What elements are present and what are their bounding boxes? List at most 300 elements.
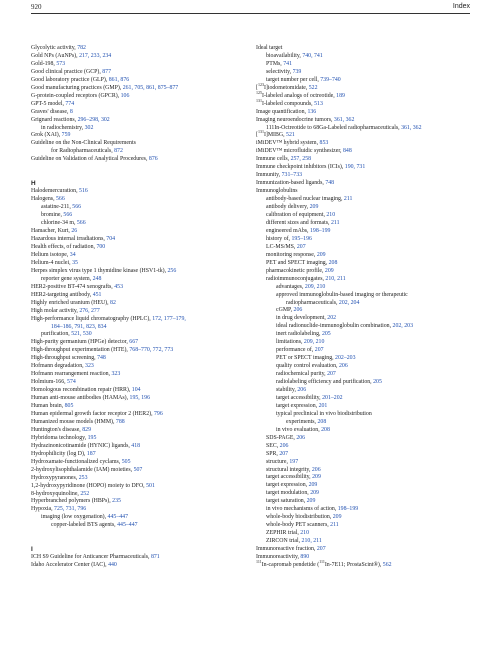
index-entry <box>256 363 481 371</box>
entry-term: Good clinical practice (GCP), <box>31 68 103 75</box>
entry-term: Good laboratory practice (GLP), <box>31 76 109 83</box>
page-reference-link[interactable]: 207 <box>279 450 289 457</box>
page-reference-link[interactable]: 207 <box>316 546 326 553</box>
entry-term: High-throughput screening, <box>31 355 98 362</box>
page-reference-link[interactable]: 748 <box>325 180 335 187</box>
entry-term: antibody delivery, <box>266 204 310 211</box>
page-reference-link[interactable]: 82 <box>110 299 116 306</box>
page-reference-link[interactable]: 198–199 <box>309 227 331 234</box>
entry-term: Human anti-mouse antibodies (HAMAs), <box>31 395 130 402</box>
entry-term: Grignard reactions, <box>31 116 78 123</box>
page-reference-link[interactable]: 210, 211 <box>301 538 322 545</box>
page-reference-link[interactable]: 195, 196 <box>129 395 150 402</box>
entry-term: HER2-positive BT-474 xenografts, <box>31 283 115 290</box>
header-rule <box>31 13 470 14</box>
entry-term: 8-hydroxyquinoline, <box>31 490 81 497</box>
entry-term: target expression, <box>266 482 309 489</box>
entry-term: Homologous recombination repair (HRR), <box>31 387 132 394</box>
entry-term: for Radiopharmaceuticals, <box>51 148 115 155</box>
index-entry <box>256 284 481 292</box>
page-reference-link[interactable]: 323 <box>85 363 94 370</box>
page-reference-link[interactable]: 206 <box>279 442 289 449</box>
page-reference-link[interactable]: 209 <box>306 498 316 505</box>
entry-term: Immunoreactive fraction, <box>256 546 317 553</box>
index-section-letter: I <box>31 546 33 554</box>
entry-term: calibration of equipment, <box>266 212 327 219</box>
entry-term: chlorine-34 m, <box>41 220 77 227</box>
entry-term: stability, <box>276 386 298 393</box>
entry-term: G-protein-coupled receptors (GPCR), <box>31 92 121 99</box>
page-reference-link[interactable]: 253 <box>78 474 88 481</box>
page-reference-link[interactable]: 184–186, 791, 823, 834 <box>51 323 107 330</box>
index-entry <box>256 45 481 53</box>
index-entry <box>31 522 256 530</box>
page-reference-link[interactable]: 187 <box>86 450 96 457</box>
page-reference-link[interactable]: 207 <box>296 243 306 250</box>
entry-term: iMiDEV™ microfluidic synthesizer, <box>256 148 343 155</box>
page-reference-link[interactable]: 210 <box>300 530 310 537</box>
entry-term: GPT-5 model, <box>31 100 66 107</box>
page-reference-link[interactable]: 8 <box>69 108 73 115</box>
index-entry <box>31 236 256 244</box>
page-reference-link[interactable]: 190, 731 <box>344 164 366 171</box>
index-entry <box>256 482 481 490</box>
index-entry <box>256 530 481 538</box>
page-reference-link[interactable]: 782 <box>77 45 86 51</box>
entry-term: [ <box>256 84 258 91</box>
page-reference-link[interactable]: 521 <box>286 132 295 139</box>
entry-term: SEC, <box>266 442 280 449</box>
entry-term: radiopharmaceuticals, <box>286 299 339 306</box>
page-reference-link[interactable]: 440 <box>108 562 117 569</box>
index-entry <box>31 403 256 411</box>
page-reference-link[interactable]: 248 <box>92 275 102 282</box>
entry-term: HER2-targeting antibody, <box>31 291 93 298</box>
entry-term: target accessibility, <box>266 474 313 481</box>
page-reference-link[interactable]: 522 <box>308 84 318 91</box>
page-reference-link[interactable]: 739 <box>292 68 302 75</box>
page-reference-link[interactable]: 209 <box>308 482 318 489</box>
page-reference-link[interactable]: 323 <box>111 371 121 378</box>
index-entry <box>256 81 481 93</box>
entry-term: whole-body biodistribution, <box>266 514 333 521</box>
index-entry <box>256 395 481 403</box>
index-entry <box>31 260 256 268</box>
page-reference-link[interactable]: 206 <box>297 386 307 393</box>
page-reference-link[interactable]: 208 <box>317 418 327 425</box>
page-reference-link[interactable]: 209, 210 <box>303 339 325 346</box>
page-reference-link[interactable]: 205 <box>373 379 382 386</box>
entry-term: I]iodometomidate, <box>263 84 309 91</box>
entry-term: advantages, <box>276 283 305 290</box>
page-reference-link[interactable]: 261, 705, 861, 875–877 <box>122 84 179 91</box>
page-reference-link[interactable]: 361, 362 <box>401 124 422 131</box>
isotope-superscript: 125 <box>256 89 262 95</box>
entry-term: radiochemical purity, <box>276 371 328 378</box>
page-reference-link[interactable]: 505 <box>121 458 131 465</box>
entry-term: Holmium-166, <box>31 379 68 386</box>
index-entry <box>256 89 481 101</box>
page-reference-link[interactable]: 172, 177–179, <box>152 315 186 322</box>
page-reference-link[interactable]: 876 <box>148 156 158 163</box>
isotope-superscript: 111 <box>256 559 262 565</box>
index-entry <box>256 97 481 109</box>
page-reference-link[interactable]: 217, 233, 234 <box>79 52 112 59</box>
page-reference-link[interactable]: 202 <box>327 315 337 322</box>
page-reference-link[interactable]: 211 <box>330 219 340 226</box>
entry-term: target number per cell, <box>266 76 321 83</box>
page-reference-link[interactable]: 829 <box>82 426 91 433</box>
index-entry <box>31 276 256 284</box>
index-entry <box>31 212 256 220</box>
index-entry <box>256 559 481 570</box>
entry-term: 1,2-hydroxypyridinone (HOPO) moiety to DFO, <box>31 482 147 489</box>
page-reference-link[interactable]: 252 <box>80 490 90 497</box>
entry-term: Herpes simplex virus type 1 thymidine kinase (HSV1-tk), <box>31 267 168 274</box>
page-reference-link[interactable]: 774 <box>65 100 75 107</box>
page-reference-link[interactable]: 34 <box>69 251 76 258</box>
index-entry <box>256 220 481 228</box>
entry-term: Immunity, <box>256 172 282 179</box>
page-reference-link[interactable]: 566 <box>56 196 65 203</box>
entry-term: I]MIBG, <box>263 132 287 139</box>
page-reference-link[interactable]: 501 <box>146 482 155 489</box>
page-reference-link[interactable]: 302 <box>84 124 94 131</box>
index-entry <box>31 347 256 355</box>
entry-term: Imaging neuroendocrine tumors, <box>256 116 334 123</box>
page-reference-link[interactable]: 209 <box>332 514 342 521</box>
entry-term: Immunoreactivity, <box>256 554 301 560</box>
entry-term: Hypoxia, <box>31 506 55 513</box>
page-reference-link[interactable]: 700 <box>96 243 106 250</box>
page-reference-link[interactable]: 748 <box>97 355 106 362</box>
index-entry <box>256 196 481 204</box>
index-entry <box>31 85 256 93</box>
entry-term: Halogens, <box>31 196 56 203</box>
index-entry <box>256 522 481 530</box>
entry-term: Hydroxamate-functionalized cyclams, <box>31 458 122 465</box>
page-reference-link[interactable]: 202, 204 <box>338 299 360 306</box>
entry-term: [ <box>256 132 258 139</box>
page-reference-link[interactable]: 207 <box>314 347 324 354</box>
index-column-right <box>256 45 481 570</box>
index-entry <box>256 244 481 252</box>
entry-term: Helium isotope, <box>31 251 70 258</box>
page-reference-link[interactable]: 573 <box>56 60 66 67</box>
entry-term: Human epidermal growth factor receptor 2 (HER2), <box>31 410 154 417</box>
page-reference-link[interactable]: 209 <box>324 267 334 274</box>
entry-term: Immunization-based ligands, <box>256 180 326 187</box>
index-entry <box>31 45 256 53</box>
page-reference-link[interactable]: 201 <box>318 402 328 409</box>
page-reference-link[interactable]: 418 <box>131 442 141 449</box>
index-entry <box>256 443 481 451</box>
index-entry <box>31 451 256 459</box>
entry-term: Grok (XAI), <box>31 132 62 139</box>
entry-term: In-7E11; ProstaScint®), <box>324 561 383 568</box>
entry-term: target expression, <box>276 402 319 409</box>
entry-term: I-labeled compounds, <box>262 100 315 107</box>
index-entry <box>31 459 256 467</box>
index-entry <box>31 93 256 101</box>
entry-term: radiolabeling efficiency and purification, <box>276 379 374 386</box>
index-entry <box>31 483 256 491</box>
index-entry <box>31 395 256 403</box>
page-reference-link[interactable]: 562 <box>382 561 392 568</box>
page-reference-link[interactable]: 208 <box>321 426 330 433</box>
entry-term: engineered mAbs, <box>266 227 310 234</box>
page-reference-link[interactable]: 731–733 <box>281 172 303 179</box>
page-reference-link[interactable]: 445–447 <box>107 514 128 521</box>
index-entry <box>31 53 256 61</box>
index-entry <box>256 268 481 276</box>
index-entry <box>256 427 481 435</box>
page-reference-link[interactable]: 759 <box>61 132 71 139</box>
page-reference-link[interactable]: 201–202 <box>322 394 343 401</box>
page-reference-link[interactable]: 211 <box>343 196 353 203</box>
isotope-superscript: 131 <box>256 97 262 103</box>
entry-term: Halodemercuration, <box>31 188 80 195</box>
index-entry <box>31 427 256 435</box>
index-entry <box>31 411 256 419</box>
entry-term: Hydroxypyranones, <box>31 474 79 481</box>
page-number: 920 <box>31 3 42 11</box>
page-reference-link[interactable]: 739–740 <box>320 76 341 83</box>
page-reference-link[interactable]: 206 <box>293 307 303 314</box>
page-reference-link[interactable]: 877 <box>102 68 112 75</box>
entry-term: purification, <box>41 331 72 338</box>
index-entry <box>256 172 481 180</box>
entry-term: antibody-based nuclear imaging, <box>266 196 344 203</box>
index-entry <box>256 506 481 514</box>
entry-term: approved immunoglobulin-based imaging or therapeutic <box>276 291 408 298</box>
page-reference-link[interactable]: 208 <box>328 259 338 266</box>
page-reference-link[interactable]: 209, 210 <box>304 283 326 290</box>
entry-term: different sizes and formats, <box>266 219 331 226</box>
index-entry <box>256 387 481 395</box>
page-reference-link[interactable]: 516 <box>79 188 88 195</box>
page-reference-link[interactable]: 211 <box>330 522 339 529</box>
page-reference-link[interactable]: 257, 258 <box>290 156 312 163</box>
entry-term: Hofmann rearrangement reaction, <box>31 371 112 378</box>
index-entry <box>256 252 481 260</box>
index-entry <box>31 419 256 427</box>
page-reference-link[interactable]: 210, 211 <box>325 275 346 282</box>
page-reference-link[interactable]: 796 <box>154 410 163 417</box>
entry-term: bioavailability, <box>266 52 303 59</box>
index-entry <box>31 61 256 69</box>
page-reference-link[interactable]: 704 <box>106 236 116 243</box>
section-gap <box>31 530 256 546</box>
entry-term: cGMP, <box>276 307 294 314</box>
page-reference-link[interactable]: 206 <box>311 466 321 473</box>
entry-term: experiments, <box>286 418 318 425</box>
entry-term: ICH S9 Guideline for Anticancer Pharmaceuticals, <box>31 554 151 561</box>
entry-term: inert radiolabeling, <box>276 331 322 338</box>
entry-term: history of, <box>266 235 292 242</box>
index-entry <box>31 69 256 77</box>
page-reference-link[interactable]: 106 <box>120 92 130 99</box>
index-entry <box>256 411 481 419</box>
entry-term: in vivo evaluation, <box>276 426 322 433</box>
entry-term: Hazardous internal irradiations, <box>31 236 107 243</box>
index-entry <box>31 204 256 212</box>
page-reference-link[interactable]: 848 <box>342 148 352 155</box>
index-entry <box>256 546 481 554</box>
index-entry <box>256 61 481 69</box>
page-reference-link[interactable]: 521, 530 <box>71 331 92 338</box>
index-entry <box>256 474 481 482</box>
entry-term: Graves' disease, <box>31 108 70 115</box>
entry-term: Hamacher, Kurt, <box>31 228 72 235</box>
page-reference-link[interactable]: 667 <box>129 339 139 346</box>
entry-term: SPR, <box>266 450 280 457</box>
entry-term: Immune cells, <box>256 156 291 163</box>
page-reference-link[interactable]: 566 <box>76 220 86 227</box>
page-reference-link[interactable]: 205 <box>321 331 331 338</box>
index-entry <box>31 292 256 300</box>
page-reference-link[interactable]: 26 <box>71 228 78 235</box>
entry-term: typical preclinical in vivo biodistribution <box>276 410 372 417</box>
index-entry <box>31 435 256 443</box>
index-entry <box>31 268 256 276</box>
page-reference-link[interactable]: 788 <box>115 418 125 425</box>
entry-term: performance of, <box>276 347 315 354</box>
page-reference-link[interactable]: 197 <box>289 458 299 465</box>
index-column-left <box>31 45 256 570</box>
entry-term: Helium-4 nuclei, <box>31 259 73 266</box>
page-reference-link[interactable]: 207 <box>327 371 336 378</box>
page-header <box>0 0 500 18</box>
index-entry <box>31 284 256 292</box>
page-reference-link[interactable]: 768–770, 772, 773 <box>129 347 174 354</box>
section-gap <box>31 164 256 180</box>
page-reference-link[interactable]: 206 <box>296 434 306 441</box>
page-reference-link[interactable]: 507 <box>133 466 143 473</box>
index-entry <box>31 371 256 379</box>
entry-term: limitations, <box>276 339 304 346</box>
page-reference-link[interactable]: 740, 741 <box>302 52 323 59</box>
entry-term: selectivity, <box>266 68 293 75</box>
page-reference-link[interactable]: 566 <box>72 204 82 211</box>
index-entry <box>31 132 256 140</box>
page-reference-link[interactable]: 725, 731, 796 <box>54 506 87 513</box>
index-entry <box>256 77 481 85</box>
entry-term: Hydrazinonicotinamide (HYNIC) ligands, <box>31 442 132 449</box>
page-reference-link[interactable]: 104 <box>131 387 141 394</box>
index-entry <box>256 109 481 117</box>
entry-term: Highly enriched uranium (HEU), <box>31 299 111 306</box>
index-entry <box>256 347 481 355</box>
index-entry <box>256 300 481 308</box>
page-reference-link[interactable]: 189 <box>336 92 345 99</box>
page-reference-link[interactable]: 890 <box>300 554 310 560</box>
page-reference-link[interactable]: 209 <box>310 490 319 497</box>
entry-term: monitoring response, <box>266 251 317 258</box>
page-reference-link[interactable]: 451 <box>92 291 102 298</box>
page-reference-link[interactable]: 361, 362 <box>333 116 355 123</box>
page-reference-link[interactable]: 453 <box>114 283 123 290</box>
index-entry <box>256 292 481 300</box>
entry-term: Good manufacturing practices (GMP), <box>31 84 123 91</box>
index-entry <box>256 467 481 475</box>
entry-term: copper-labeled BTS agents, <box>51 522 118 529</box>
entry-term: I-labeled analogs of octreotide, <box>262 92 337 99</box>
index-entry <box>256 355 481 363</box>
index-entry <box>256 490 481 498</box>
page-reference-link[interactable]: 210 <box>326 212 336 219</box>
page-reference-link[interactable]: 195 <box>87 434 97 441</box>
page-reference-link[interactable]: 574 <box>67 379 76 386</box>
page-reference-link[interactable]: 296–298, 302 <box>77 116 110 123</box>
index-entry <box>256 331 481 339</box>
entry-term: Health effects, of radiation, <box>31 243 97 250</box>
entry-term: High-throughput experimentation (HTE), <box>31 347 130 354</box>
index-entry <box>256 403 481 411</box>
entry-term: Hydrophilicity (log D), <box>31 450 87 457</box>
page-reference-link[interactable]: 195–196 <box>291 235 312 242</box>
page-reference-link[interactable]: 872 <box>114 148 123 155</box>
page-reference-link[interactable]: 853 <box>319 140 329 147</box>
index-entry <box>31 252 256 260</box>
page-reference-link[interactable]: 209 <box>309 204 319 211</box>
index-entry <box>256 260 481 268</box>
index-entry <box>31 109 256 117</box>
page-reference-link[interactable]: 209 <box>312 474 321 481</box>
index-entry <box>256 148 481 156</box>
entry-term: High-purity germanium (HPGe) detector, <box>31 339 130 346</box>
page-reference-link[interactable]: 202, 203 <box>392 323 413 330</box>
page-reference-link[interactable]: 209 <box>316 251 326 258</box>
page-reference-link[interactable]: 445–447 <box>117 522 138 529</box>
index-section-letter: H <box>31 180 36 188</box>
entry-term: Immunoglobulins <box>256 188 298 195</box>
entry-term: High molar activity, <box>31 307 80 314</box>
page-reference-link[interactable]: 871 <box>150 554 160 561</box>
page-reference-link[interactable]: 35 <box>72 259 78 266</box>
page-reference-link[interactable]: 198–199 <box>337 506 359 513</box>
index-entry <box>31 196 256 204</box>
index-entry <box>256 129 481 140</box>
page-reference-link[interactable]: 741 <box>283 60 292 67</box>
entry-term: iMiDEV™ hybrid system, <box>256 140 320 147</box>
index-entry <box>256 419 481 427</box>
entry-term: Human brain, <box>31 403 65 410</box>
page-reference-link[interactable]: 202–203 <box>335 355 356 362</box>
page-reference-link[interactable]: 256 <box>167 267 177 274</box>
index-entry <box>31 316 256 324</box>
entry-term: bromine, <box>41 212 64 219</box>
entry-term: Glycolytic activity, <box>31 45 78 51</box>
index-entry <box>31 387 256 395</box>
page-reference-link[interactable]: 513 <box>314 100 323 107</box>
index-entry <box>31 379 256 387</box>
page-reference-link[interactable]: 235 <box>112 498 121 505</box>
entry-term: astatine-211, <box>41 204 73 211</box>
page-reference-link[interactable]: 276, 277 <box>79 307 100 314</box>
entry-term: PTMs, <box>266 60 284 67</box>
page-reference-link[interactable]: 136 <box>307 108 317 115</box>
index-entry <box>256 307 481 315</box>
page-reference-link[interactable]: 566 <box>63 212 73 219</box>
entry-term: structure, <box>266 458 290 465</box>
entry-term: Image quantification, <box>256 108 308 115</box>
page-reference-link[interactable]: 861, 876 <box>108 76 130 83</box>
page-reference-link[interactable]: 805 <box>64 403 74 410</box>
index-entry <box>256 53 481 61</box>
page-reference-link[interactable]: 206 <box>338 363 348 370</box>
index-entry <box>31 244 256 252</box>
